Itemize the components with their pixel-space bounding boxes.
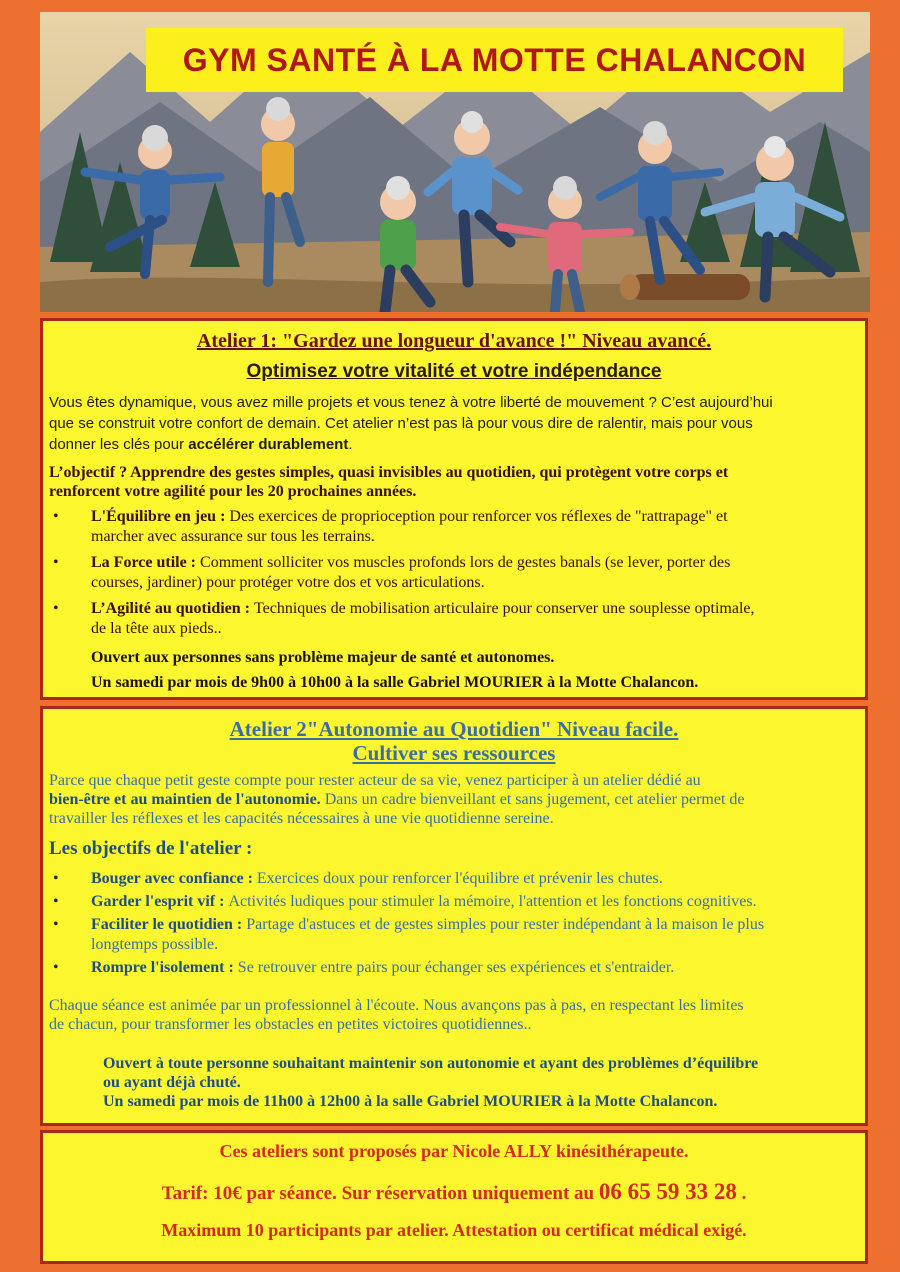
intro-text: donner les clés pour — [49, 436, 189, 453]
bullet-icon: • — [53, 600, 59, 617]
intro-line: Parce que chaque petit geste compte pour rester acteur de sa vie, venez participer à un atelier dédié au — [49, 772, 701, 789]
bullet-label: Faciliter le quotidien : — [91, 916, 247, 933]
bullet-text: Exercices doux pour renforcer l'équilibre et prévenir les chutes. — [256, 870, 663, 887]
bullet-text: Partage d'astuces et de gestes simples pour rester indépendant à la maison le plus — [246, 916, 765, 933]
eligibility-line: ou ayant déjà chuté. — [103, 1074, 241, 1091]
phone-number[interactable]: 06 65 59 33 28 — [598, 1179, 737, 1204]
intro-emphasis: bien-être et au maintien de l'autonomie. — [49, 791, 321, 808]
bullet-text: Se retrouver entre pairs pour échanger ses expériences et s'entraider. — [237, 959, 675, 976]
price-line — [43, 1179, 865, 1205]
intro-text: . — [348, 436, 353, 453]
objective-line: L’objectif ? Apprendre des gestes simples, quasi invisibles au quotidien, qui protègent votre corps et — [49, 464, 729, 481]
bullet-label: L'Équilibre en jeu : — [91, 508, 230, 525]
atelier2-title — [43, 717, 865, 765]
objectives-heading: Les objectifs de l'atelier : — [49, 838, 253, 859]
atelier1-intro — [49, 392, 857, 455]
provider-line: Ces ateliers sont proposés par Nicole ALLY kinésithérapeute. — [219, 1141, 689, 1161]
info-panel — [40, 1130, 868, 1264]
intro-emphasis: accélérer durablement — [188, 436, 349, 453]
schedule-line: Un samedi par mois de 9h00 à 10h00 à la salle Gabriel MOURIER à la Motte Chalancon. — [91, 674, 699, 691]
price-suffix: . — [736, 1183, 747, 1204]
bullet-text: courses, jardiner) pour protéger votre dos et vos articulations. — [91, 574, 485, 591]
intro-line: que se construit votre confort de demain. Cet atelier n’est pas là pour vous dire de ralentir, mais pour vous — [49, 415, 753, 432]
intro-line: Vous êtes dynamique, vous avez mille projets et vous tenez à votre liberté de mouvement ? C’est aujourd’hui — [49, 394, 773, 411]
bullet-text: longtemps possible. — [91, 936, 219, 953]
list-item — [43, 507, 865, 547]
atelier2-closing — [49, 996, 857, 1034]
atelier2-bullet-list — [43, 869, 865, 978]
intro-line — [49, 790, 857, 809]
list-item — [43, 915, 865, 955]
atelier1-objective — [49, 463, 857, 501]
list-item — [43, 958, 865, 978]
bullet-icon: • — [53, 959, 59, 976]
page-title: GYM SANTÉ À LA MOTTE CHALANCON — [182, 41, 807, 78]
intro-line — [49, 434, 857, 455]
bullet-icon: • — [53, 870, 59, 887]
title-banner — [146, 28, 843, 92]
atelier2-panel — [40, 706, 868, 1126]
price-text: Tarif: 10€ par séance. Sur réservation uniquement au — [161, 1183, 599, 1204]
atelier1-panel — [40, 318, 868, 700]
bullet-label: La Force utile : — [91, 554, 201, 571]
bullet-text: Activités ludiques pour stimuler la mémoire, l'attention et les fonctions cognitives. — [228, 893, 757, 910]
bullet-icon: • — [53, 893, 59, 910]
list-item — [43, 553, 865, 593]
list-item — [43, 869, 865, 889]
bullet-label: Rompre l'isolement : — [91, 959, 238, 976]
atelier2-subtitle: Cultiver ses ressources — [352, 741, 556, 765]
bullet-text: Comment solliciter vos muscles profonds lors de gestes banals (se lever, porter des — [200, 554, 731, 571]
bullet-text: Techniques de mobilisation articulaire pour conserver une souplesse optimale, — [254, 600, 755, 617]
bullet-text: marcher avec assurance sur tous les terrains. — [91, 528, 375, 545]
bullet-text: Des exercices de proprioception pour renforcer vos réflexes de "rattrapage" et — [229, 508, 728, 525]
bullet-icon: • — [53, 916, 59, 933]
objective-line: renforcent votre agilité pour les 20 prochaines années. — [49, 483, 417, 500]
intro-text: Dans un cadre bienveillant et sans jugement, cet atelier permet de — [320, 791, 745, 808]
atelier2-intro — [49, 771, 857, 828]
atelier1-subtitle: Optimisez votre vitalité et votre indépendance — [246, 361, 662, 382]
bullet-label: Bouger avec confiance : — [91, 870, 257, 887]
atelier2-eligibility — [103, 1054, 855, 1111]
eligibility-line: Ouvert aux personnes sans problème majeur de santé et autonomes. — [91, 649, 555, 666]
list-item — [43, 892, 865, 912]
bullet-icon: • — [53, 554, 59, 571]
bullet-icon: • — [53, 508, 59, 525]
bullet-text: de la tête aux pieds.. — [91, 620, 222, 637]
list-item — [43, 599, 865, 639]
atelier2-title-line: Atelier 2"Autonomie au Quotidien" Niveau facile. — [229, 717, 679, 741]
atelier1-eligibility — [91, 645, 865, 695]
hero-illustration — [40, 12, 870, 312]
bullet-label: Garder l'esprit vif : — [91, 893, 229, 910]
intro-line: travailler les réflexes et les capacités nécessaires à une vie quotidienne sereine. — [49, 810, 554, 827]
eligibility-line: Ouvert à toute personne souhaitant maintenir son autonomie et ayant des problèmes d’équilibre — [103, 1055, 759, 1072]
schedule-line: Un samedi par mois de 11h00 à 12h00 à la salle Gabriel MOURIER à la Motte Chalancon. — [103, 1093, 718, 1110]
limit-line: Maximum 10 participants par atelier. Attestation ou certificat médical exigé. — [161, 1220, 747, 1240]
closing-line: de chacun, pour transformer les obstacles en petites victoires quotidiennes.. — [49, 1016, 532, 1033]
atelier1-bullet-list — [43, 507, 865, 639]
closing-line: Chaque séance est animée par un professionnel à l'écoute. Nous avançons pas à pas, en respectant les limites — [49, 997, 744, 1014]
atelier1-title: Atelier 1: "Gardez une longueur d'avance !" Niveau avancé. — [196, 330, 712, 352]
bullet-label: L’Agilité au quotidien : — [91, 600, 254, 617]
